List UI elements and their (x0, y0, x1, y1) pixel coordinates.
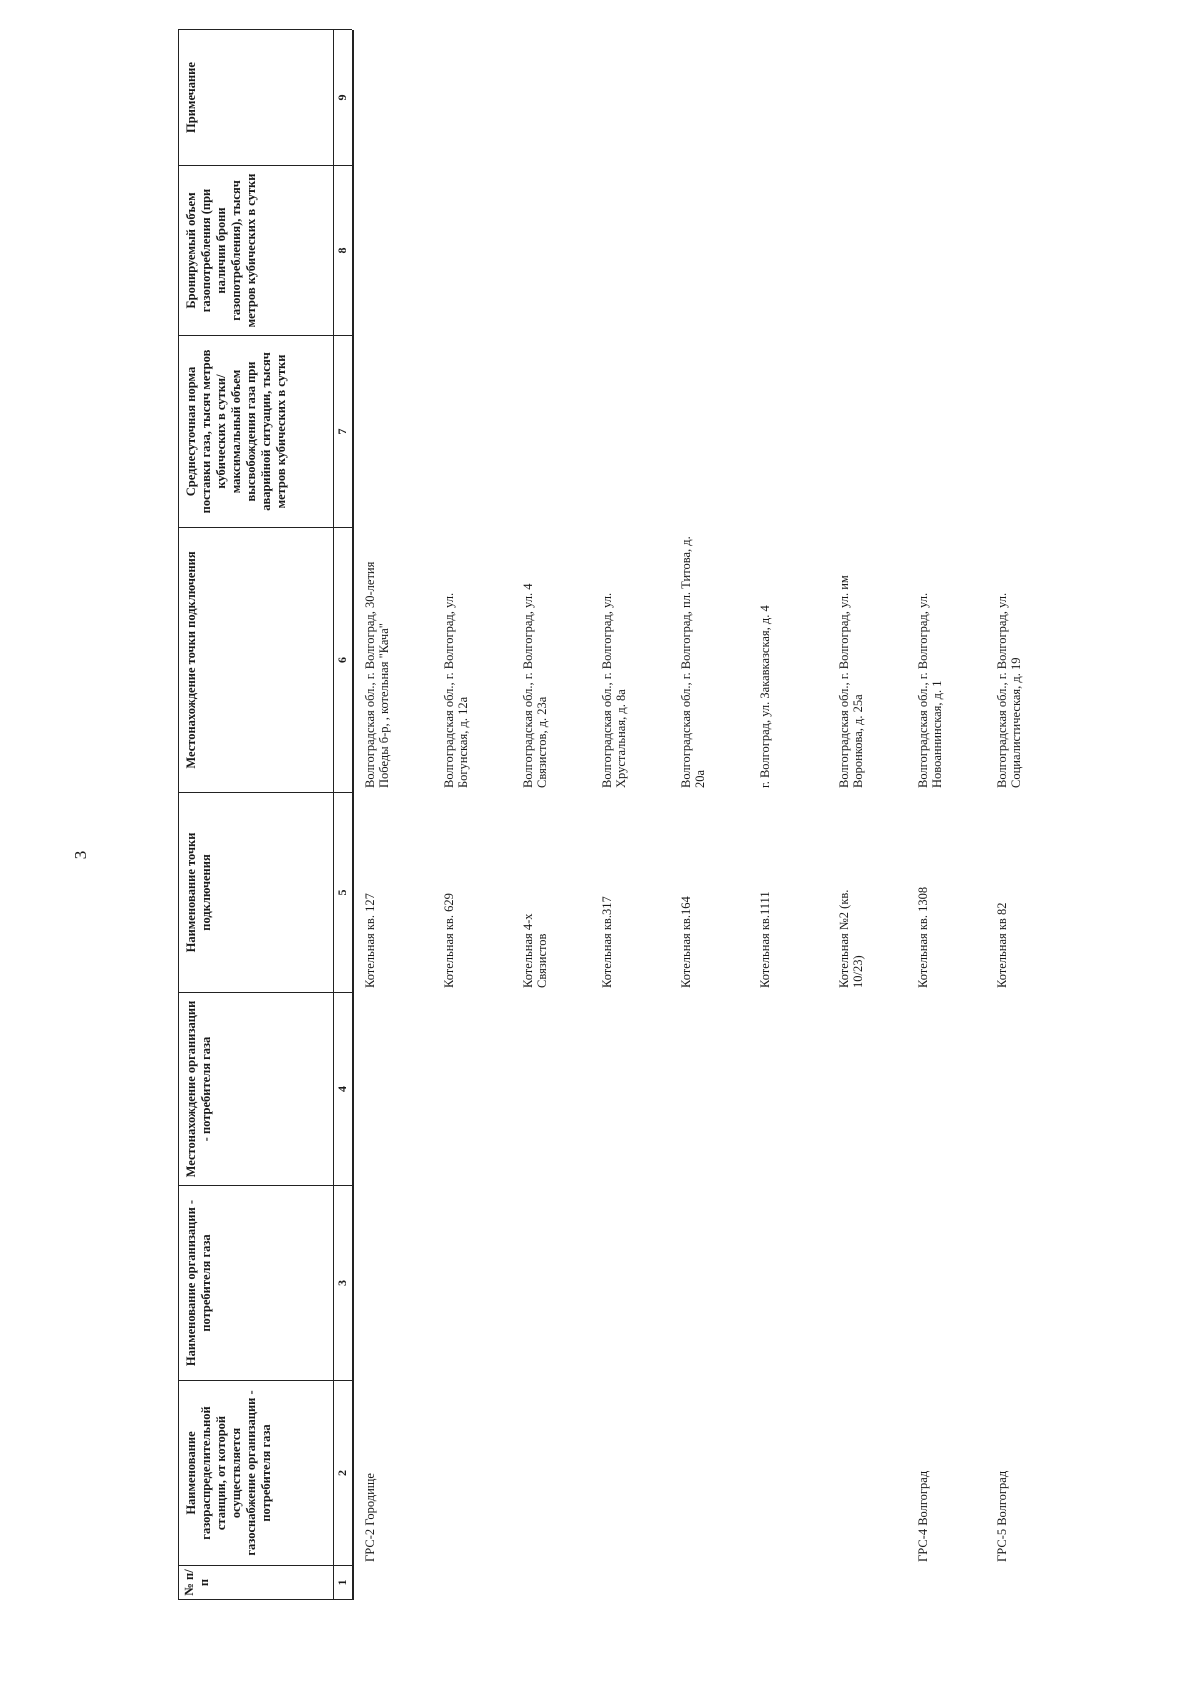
column-number: 2 (333, 1381, 352, 1566)
table-row (363, 30, 423, 1600)
header-cell-grs: Наименование газораспределительной станции, от которой осуществляется газоснабжение организации - потребителя газа (178, 1381, 333, 1566)
page-number: 3 (71, 850, 90, 860)
point-name-cell: Котельная №2 (кв. 10/23) (837, 889, 865, 988)
header-cell-point-location: Местонахождение точки подключения (178, 528, 333, 793)
table-row (600, 30, 660, 1600)
point-location-cell: Волгоградская обл., г. Волгоград, 30-летия Победы б-р, , котельная "Кача" (363, 561, 391, 788)
table-row (837, 30, 897, 1600)
point-name-cell: Котельная кв 82 (995, 902, 1009, 988)
point-location-cell: Волгоградская обл., г. Волгоград, ул. им Воронкова, д. 25а (837, 575, 865, 788)
column-number: 6 (333, 528, 352, 793)
point-name-cell: Котельная 4-х Связистов (521, 913, 549, 988)
header-cell-point-name: Наименование точки подключения (178, 793, 333, 993)
grs-cell: ГРС-4 Волгоград (916, 1470, 930, 1562)
header-cell-norm: Среднесуточная норма поставки газа, тысяч метров кубических в сутки/максимальный объем высвобождения газа при аварийной ситуации, тысяч метров кубических в сутки (178, 336, 333, 528)
point-name-cell: Котельная кв. 127 (363, 893, 377, 988)
column-number: 4 (333, 993, 352, 1186)
table-row (916, 30, 976, 1600)
point-location-cell: Волгоградская обл., г. Волгоград, ул. Новоаннинская, д. 1 (916, 592, 944, 788)
table-row (995, 30, 1055, 1600)
header-cell-org-location: Местонахождение организации - потребителя газа (178, 993, 333, 1186)
table-row (442, 30, 502, 1600)
point-name-cell: Котельная кв. 629 (442, 893, 456, 988)
grs-cell: ГРС-5 Волгоград (995, 1470, 1009, 1562)
grs-cell: ГРС-2 Городище (363, 1473, 377, 1562)
table-row (521, 30, 581, 1600)
point-location-cell: Волгоградская обл., г. Волгоград, ул. Хрустальная, д. 8а (600, 592, 628, 788)
column-number: 7 (333, 336, 352, 528)
rotated-table (178, 30, 1023, 1600)
header-cell-org-name: Наименование организации - потребителя газа (178, 1186, 333, 1381)
point-name-cell: Котельная кв. 1308 (916, 886, 930, 988)
point-location-cell: г. Волгоград, ул. Закавказская, д. 4 (758, 605, 772, 788)
point-name-cell: Котельная кв.317 (600, 896, 614, 988)
table-row (758, 30, 818, 1600)
point-location-cell: Волгоградская обл., г. Волгоград, ул. 4 Связистов, д. 23а (521, 583, 549, 788)
column-number: 9 (333, 30, 352, 166)
column-number: 3 (333, 1186, 352, 1381)
column-number: 5 (333, 793, 352, 993)
header-cell-reserve: Бронируемый объем газопотребления (при наличии брони газопотребления), тысяч метров кубических в сутки (178, 166, 333, 336)
table-row (679, 30, 739, 1600)
point-name-cell: Котельная кв.1111 (758, 891, 772, 988)
column-number: 8 (333, 166, 352, 336)
point-location-cell: Волгоградская обл., г. Волгоград, ул. Богунская, д. 12а (442, 592, 470, 788)
column-number: 1 (333, 1566, 352, 1600)
point-location-cell: Волгоградская обл., г. Волгоград, пл. Титова, д. 20а (679, 536, 707, 788)
point-location-cell: Волгоградская обл., г. Волгоград, ул. Социалистическая, д. 19 (995, 592, 1023, 788)
point-name-cell: Котельная кв.164 (679, 896, 693, 988)
header-cell-note: Примечание (178, 30, 333, 166)
header-cell-index: № п/п (178, 1566, 333, 1600)
